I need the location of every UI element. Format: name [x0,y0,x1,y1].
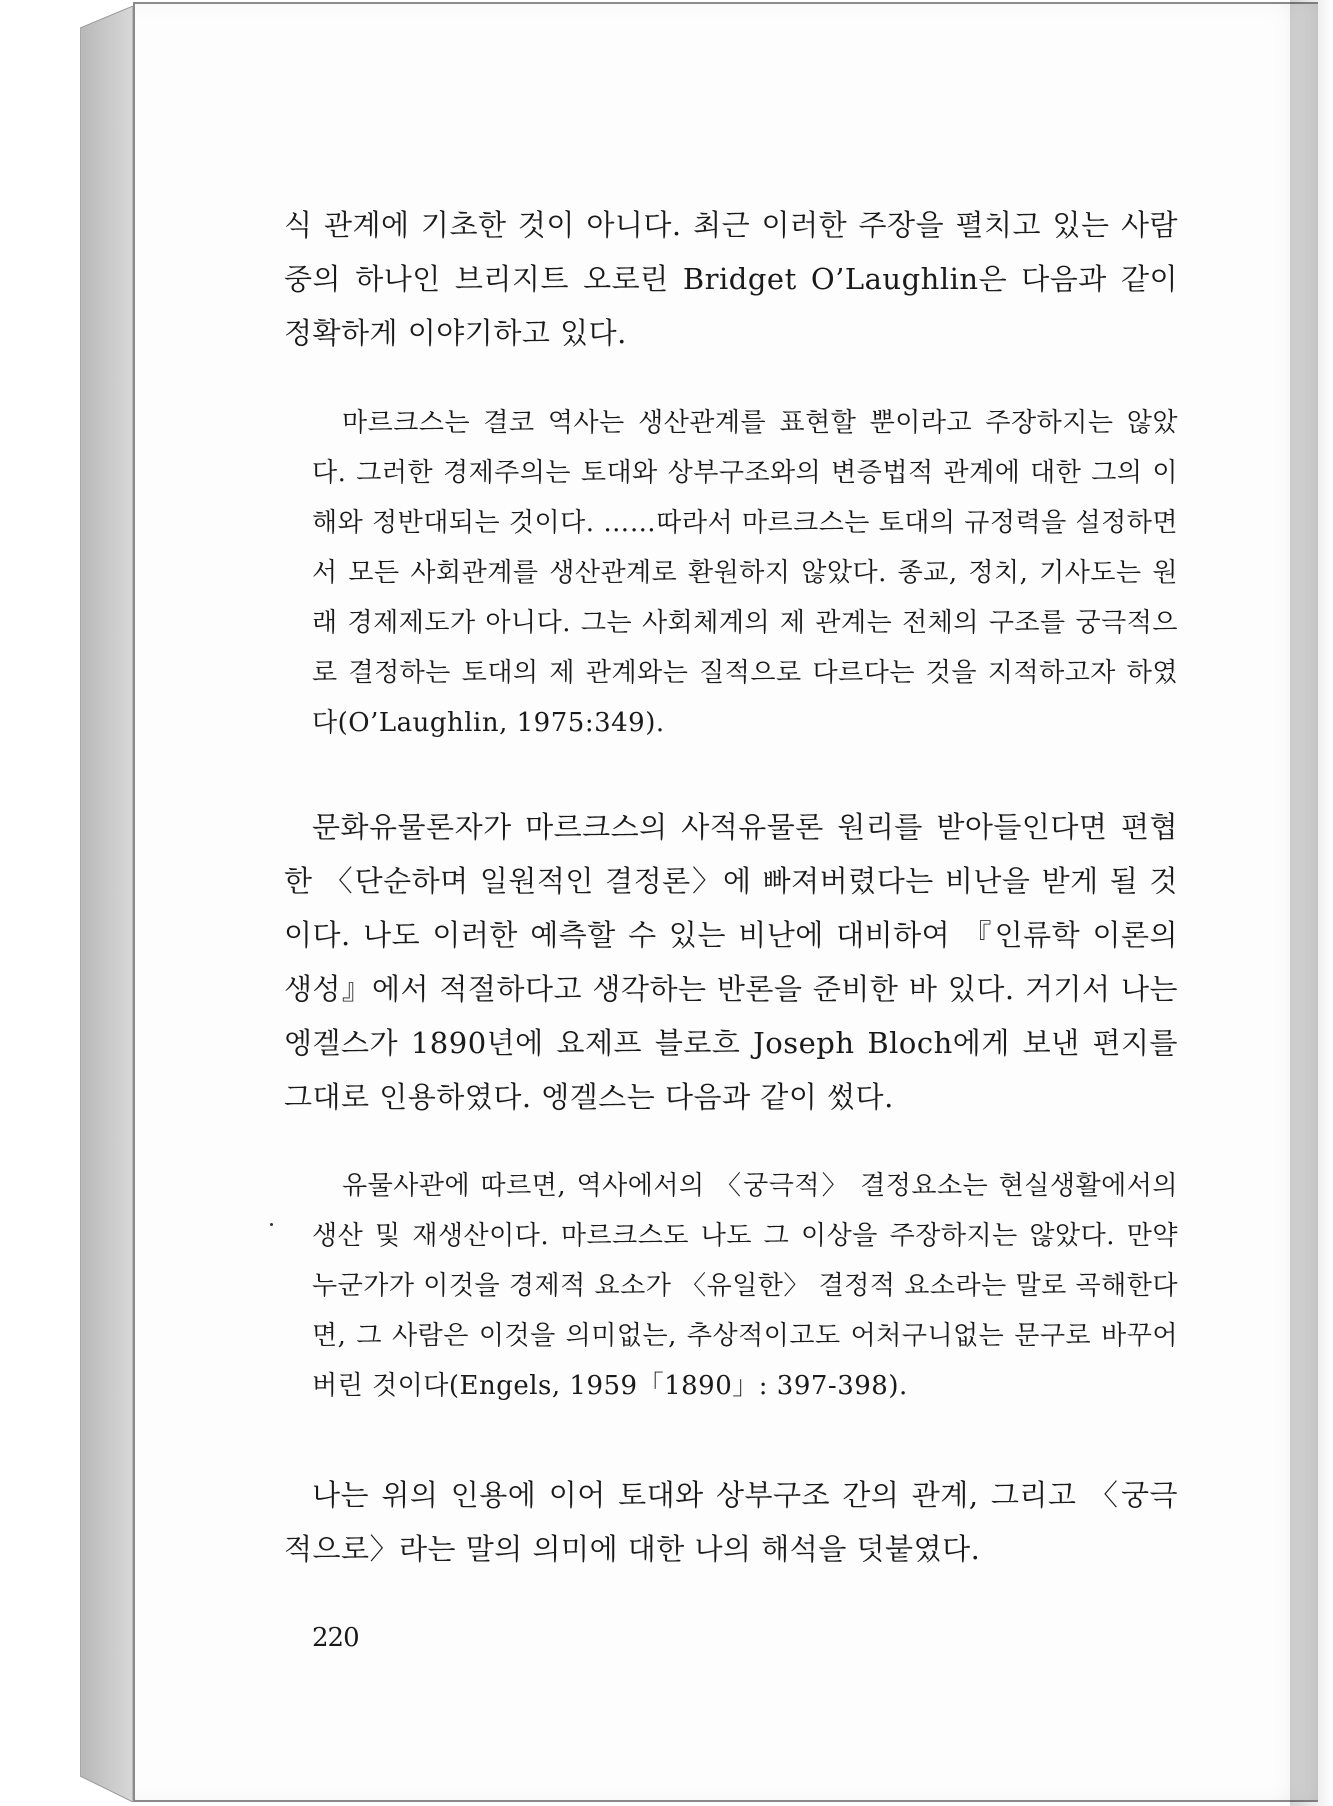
block-quote-2-text: 유물사관에 따르면, 역사에서의 〈궁극적〉 결정요소는 현실생활에서의 생산 및 재생산이다. 마르크스도 나도 그 이상을 주장하지는 않았다. 만약 누군가가 이것을 경제적 요소가 〈유일한〉 결정적 요소라는 말로 곡해한다면, 그 사람은 이것을 의미없는, 추상적이고도 어처구니없는 문구로 바꾸어 버린 것이다(Engels, 1959「1890」: 397-398). [312,1171,1178,1401]
paragraph-3-text: 나는 위의 인용에 이어 토대와 상부구조 간의 관계, 그리고 〈궁극적으로〉라는 말의 의미에 대한 나의 해석을 덧붙였다. [284,1478,1178,1566]
block-quote-1-text: 마르크스는 결코 역사는 생산관계를 표현할 뿐이라고 주장하지는 않았다. 그러한 경제주의는 토대와 상부구조와의 변증법적 관계에 대한 그의 이해와 정반대되는 것이다. ……따라서 마르크스는 토대의 규정력을 설정하면서 모든 사회관계를 생산관계로 환원하지 않았다. 종교, 정치, 기사도는 원래 경제제도가 아니다. 그는 사회체계의 제 관계는 전체의 구조를 궁극적으로 결정하는 토대의 제 관계와는 질적으로 다르다는 것을 지적하고자 하였다(O’Laughlin, 1975:349). [312,408,1178,738]
stray-dot [270,1223,273,1226]
paragraph-3 [284,1468,1178,1576]
paragraph-1-text: 식 관계에 기초한 것이 아니다. 최근 이러한 주장을 펼치고 있는 사람 중의 하나인 브리지트 오로린 Bridget O’Laughlin은 다음과 같이 정확하게 이야기하고 있다. [284,208,1178,350]
page-shadow [1290,0,1333,1806]
paragraph-2 [284,800,1178,1124]
paragraph-1 [284,198,1178,360]
block-quote-2 [312,1161,1178,1411]
block-quote-1 [312,398,1178,748]
paragraph-2-text: 문화유물론자가 마르크스의 사적유물론 원리를 받아들인다면 편협한 〈단순하며 일원적인 결정론〉에 빠져버렸다는 비난을 받게 될 것이다. 나도 이러한 예측할 수 있는 비난에 대비하여 『인류학 이론의 생성』에서 적절하다고 생각하는 반론을 준비한 바 있다. 거기서 나는 엥겔스가 1890년에 요제프 블로흐 Joseph Bloch에게 보낸 편지를 그대로 인용하였다. 엥겔스는 다음과 같이 썼다. [284,810,1178,1114]
page-number: 220 [312,1623,359,1653]
book-spine [80,6,135,1802]
